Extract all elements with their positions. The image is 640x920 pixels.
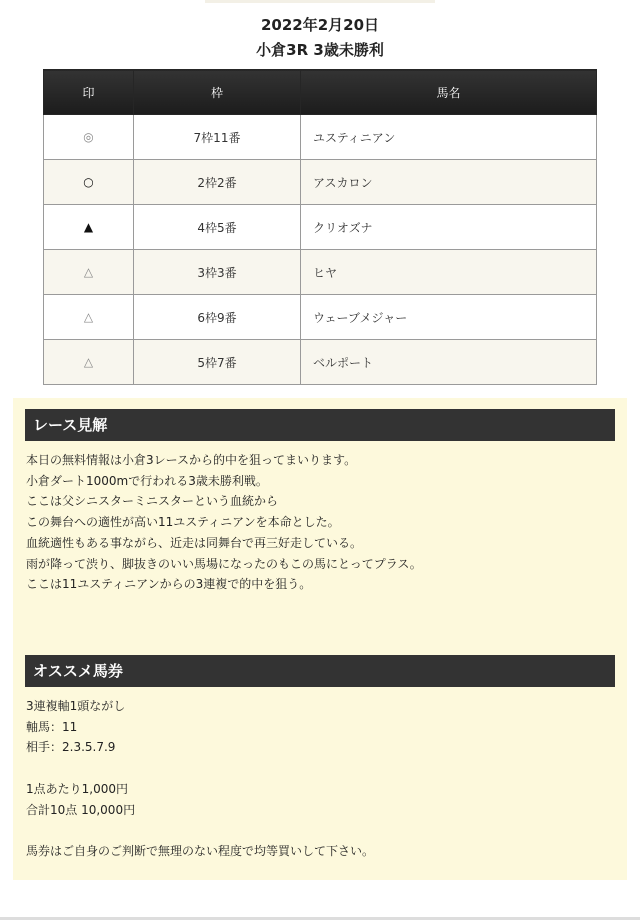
horse-name: ベルポート xyxy=(301,340,597,385)
race-analysis-text xyxy=(26,450,422,595)
horse-name: クリオズナ xyxy=(301,205,597,250)
analysis-line: 小倉ダート1000mで行われる3歳未勝利戦。 xyxy=(26,473,268,488)
frame-number: 6枠9番 xyxy=(134,295,301,340)
table-row xyxy=(44,340,597,385)
analysis-line: 雨が降って渋り、脚抜きのいい馬場になったのもこの馬にとってプラス。 xyxy=(26,556,422,571)
prediction-table xyxy=(43,69,597,385)
race-title: 小倉3R 3歳未勝利 xyxy=(256,41,384,59)
mark-white-triangle: △ xyxy=(44,340,134,385)
frame-number: 7枠11番 xyxy=(134,115,301,160)
column-header-frame: 枠 xyxy=(134,70,301,115)
bet-type: 3連複軸1頭ながし xyxy=(26,699,126,713)
analysis-line: 本日の無料情報は小倉3レースから的中を狙ってまいります。 xyxy=(26,453,357,467)
total-amount: 合計10点 10,000円 xyxy=(26,802,136,817)
table-row xyxy=(44,160,597,205)
mark-black-triangle: ▲ xyxy=(44,205,134,250)
column-header-horse: 馬名 xyxy=(301,70,597,115)
top-divider xyxy=(0,0,640,3)
spacer xyxy=(26,758,374,779)
mark-double-circle: ◎ xyxy=(44,115,134,160)
horse-name: アスカロン xyxy=(301,160,597,205)
mark-white-triangle: △ xyxy=(44,250,134,295)
race-analysis-heading: レース見解 xyxy=(25,409,615,441)
analysis-line: 血統適性もある事ながら、近走は同舞台で再三好走している。 xyxy=(26,535,363,550)
frame-number: 3枠3番 xyxy=(134,250,301,295)
frame-number: 5枠7番 xyxy=(134,340,301,385)
partner-horses: 相手：2.3.5.7.9 xyxy=(26,740,116,755)
bet-note: 馬券はご自身のご判断で無理のない程度で均等買いして下さい。 xyxy=(26,843,375,858)
axis-horse: 軸馬：11 xyxy=(26,719,78,734)
table-row xyxy=(44,295,597,340)
recommended-bet-text xyxy=(26,696,374,862)
mark-circle: ○ xyxy=(44,160,134,205)
analysis-line: ここは父シニスターミニスターという血統から xyxy=(26,494,279,509)
column-header-mark: 印 xyxy=(44,70,134,115)
table-row xyxy=(44,250,597,295)
recommended-bet-heading: オススメ馬券 xyxy=(25,655,615,687)
table-row xyxy=(44,115,597,160)
horse-name: ユスティニアン xyxy=(301,115,597,160)
race-header xyxy=(0,14,640,61)
mark-white-triangle: △ xyxy=(44,295,134,340)
frame-number: 4枠5番 xyxy=(134,205,301,250)
analysis-line: この舞台への適性が高い11ユスティニアンを本命とした。 xyxy=(26,515,340,530)
spacer xyxy=(26,820,374,841)
frame-number: 2枠2番 xyxy=(134,160,301,205)
race-date: 2022年2月20日 xyxy=(260,16,380,34)
horse-name: ウェーブメジャー xyxy=(301,295,597,340)
table-header-row xyxy=(44,70,597,115)
info-panel xyxy=(13,398,627,880)
analysis-line: ここは11ユスティニアンからの3連複で的中を狙う。 xyxy=(26,577,312,592)
per-point-amount: 1点あたり1,000円 xyxy=(26,781,128,796)
horse-name: ヒヤ xyxy=(301,250,597,295)
table-row xyxy=(44,205,597,250)
